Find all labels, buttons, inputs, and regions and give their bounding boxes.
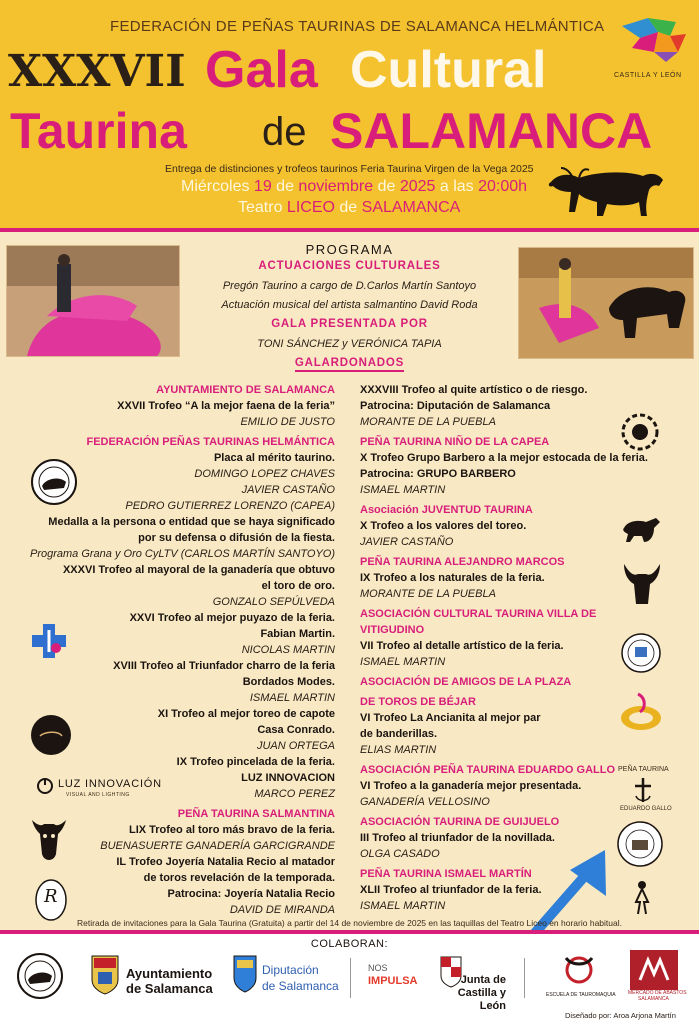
award-line: IX Trofeo pincelada de la feria. bbox=[176, 756, 335, 768]
luz-innovacion-sublabel: VISUAL AND LIGHTING bbox=[66, 792, 130, 798]
subtitle-entrega: Entrega de distinciones y trofeos taurinos Feria Taurina Virgen de la Vega 2025 bbox=[165, 163, 534, 175]
title-taurina: Taurina bbox=[10, 103, 187, 159]
winner-name: GANADERÍA VELLOSINO bbox=[360, 796, 490, 808]
award-line: XXVII Trofeo “A la mejor faena de la feria” bbox=[117, 400, 335, 412]
castilla-leon-label: CASTILLA Y LEÓN bbox=[614, 72, 682, 79]
award-line: Medalla a la persona o entidad que se haya significado bbox=[48, 516, 335, 528]
diputacion-label bbox=[262, 962, 339, 994]
nino-capea-logo-icon bbox=[620, 412, 660, 452]
award-line: LUZ INNOVACION bbox=[241, 772, 335, 784]
award-line: VI Trofeo La Ancianita al mejor par bbox=[360, 712, 541, 724]
eduardo-gallo-cross-icon bbox=[630, 776, 656, 804]
section-heading: ASOCIACIÓN CULTURAL TAURINA VILLA DE VITIGUDINO bbox=[360, 608, 597, 636]
alejandro-marcos-logo-icon bbox=[620, 560, 664, 610]
pregon-line: Pregón Taurino a cargo de D.Carlos Martín Santoyo bbox=[222, 280, 477, 292]
awards-right-column bbox=[360, 382, 650, 914]
award-line: X Trofeo a los valores del toreo. bbox=[360, 520, 527, 532]
section-heading: ASOCIACIÓN TAURINA DE GUIJUELO bbox=[360, 816, 560, 828]
award-line: XXXVI Trofeo al mayoral de la ganadería que obtuvo bbox=[62, 564, 335, 576]
winner-name: DOMINGO LOPEZ CHAVES bbox=[194, 468, 335, 480]
venue-city: SALAMANCA bbox=[361, 199, 461, 216]
pena-salmantina-bull-icon bbox=[28, 814, 70, 866]
winner-name: ISMAEL MARTIN bbox=[360, 484, 446, 496]
retirada-notice: Retirada de invitaciones para la Gala Taurina (Gratuita) a partir del 14 de noviembre de 2025 en las taquillas del Teatro Liceo en horario habitual. bbox=[77, 918, 622, 928]
award-line: XVIII Trofeo al Triunfador charro de la feria bbox=[113, 660, 335, 672]
galardonados-heading bbox=[0, 357, 699, 369]
award-line: XI Trofeo al mejor toreo de capote bbox=[157, 708, 335, 720]
natalia-recio-monogram: R bbox=[44, 886, 58, 907]
date-de2: de bbox=[377, 178, 396, 195]
award-line: Patrocina: GRUPO BARBERO bbox=[360, 468, 516, 480]
award-line: Casa Conrado. bbox=[257, 724, 335, 736]
federacion-footer-logo-icon bbox=[16, 952, 64, 1000]
mercado-abastos-sublabel: SALAMANCA bbox=[638, 996, 669, 1002]
diputacion-line2: de Salamanca bbox=[262, 979, 339, 993]
ayuntamiento-line2: de Salamanca bbox=[126, 981, 213, 996]
winner-name: ELIAS MARTIN bbox=[360, 744, 437, 756]
winner-name: JUAN ORTEGA bbox=[256, 740, 335, 752]
winner-name: ISMAEL MARTIN bbox=[360, 900, 446, 912]
ayuntamiento-line1: Ayuntamiento bbox=[126, 966, 213, 981]
date-de: de bbox=[276, 178, 294, 195]
venue-teatro: Teatro bbox=[238, 199, 283, 216]
winner-name: Programa Grana y Oro CyLTV (CARLOS MARTÍN SANTOYO) bbox=[29, 548, 335, 560]
award-line: XXXVIII Trofeo al quite artístico o de riesgo. bbox=[360, 384, 588, 396]
date-month: noviembre bbox=[298, 178, 374, 195]
award-line: de banderillas. bbox=[360, 728, 438, 740]
mercado-abastos-label: MERCADO DE ABASTOS bbox=[628, 990, 687, 996]
award-line: por su defensa o difusión de la fiesta. bbox=[138, 532, 335, 544]
date-weekday: Miércoles bbox=[181, 178, 250, 195]
luz-innovacion-logo-icon bbox=[36, 776, 54, 796]
award-line: Placa al mérito taurino. bbox=[213, 452, 335, 464]
winner-name: GONZALO SEPÚLVEDA bbox=[212, 596, 335, 608]
award-line: VI Trofeo a la ganadería mejor presentada. bbox=[360, 780, 582, 792]
escuela-tauromaquia-label: ESCUELA DE TAUROMAQUIA bbox=[546, 992, 616, 998]
medical-cross-icon bbox=[30, 622, 68, 660]
award-line: el toro de oro. bbox=[261, 580, 335, 592]
award-line: de toros revelación de la temporada. bbox=[143, 872, 335, 884]
winner-name: BUENASUERTE GANADERÍA GARCIGRANDE bbox=[100, 840, 335, 852]
nos-impulsa-label bbox=[368, 962, 418, 988]
event-venue bbox=[238, 199, 460, 217]
venue-liceo: LICEO bbox=[286, 199, 335, 216]
winner-name: NICOLAS MARTIN bbox=[241, 644, 335, 656]
section-heading: AYUNTAMIENTO DE SALAMANCA bbox=[156, 384, 335, 396]
title-cultural: Cultural bbox=[350, 41, 547, 99]
section-heading: ASOCIACIÓN PEÑA TAURINA EDUARDO GALLO bbox=[360, 764, 616, 776]
award-line: Patrocina: Joyería Natalia Recio bbox=[167, 888, 335, 900]
ayuntamiento-label bbox=[126, 966, 213, 996]
winner-name: JAVIER CASTAÑO bbox=[360, 536, 454, 548]
date-day: 19 bbox=[253, 178, 272, 195]
castilla-leon-logo-icon bbox=[618, 16, 690, 64]
eduardo-gallo-label: PEÑA TAURINA bbox=[618, 766, 669, 773]
actuaciones-heading: ACTUACIONES CULTURALES bbox=[258, 260, 441, 272]
diputacion-line1: Diputación bbox=[262, 963, 319, 977]
presentadores-line: TONI SÁNCHEZ y VERÓNICA TAPIA bbox=[257, 338, 442, 350]
event-date bbox=[181, 178, 527, 196]
diputacion-shield-icon bbox=[232, 954, 258, 994]
title-salamanca: SALAMANCA bbox=[330, 103, 653, 159]
gala-presentada-heading: GALA PRESENTADA POR bbox=[271, 318, 428, 330]
section-heading: PEÑA TAURINA ALEJANDRO MARCOS bbox=[360, 556, 565, 568]
junta-divider bbox=[524, 958, 525, 998]
bejar-logo-icon bbox=[618, 690, 664, 738]
award-line: IX Trofeo a los naturales de la feria. bbox=[360, 572, 545, 584]
section-heading: PEÑA TAURINA SALMANTINA bbox=[177, 808, 335, 820]
venue-de: de bbox=[339, 199, 358, 216]
date-alas: a las bbox=[439, 178, 474, 195]
section-heading: ASOCIACIÓN DE AMIGOS DE LA PLAZA bbox=[360, 676, 572, 688]
nos-impulsa-line1: NOS bbox=[368, 963, 388, 973]
section-heading: Asociación JUVENTUD TAURINA bbox=[360, 504, 533, 516]
award-line: XXVI Trofeo al mejor puyazo de la feria. bbox=[129, 612, 335, 624]
title-gala: Gala bbox=[205, 41, 318, 99]
escuela-tauromaquia-logo-icon bbox=[560, 952, 598, 986]
ismael-martin-figure-icon bbox=[632, 880, 652, 916]
winner-name: ISMAEL MARTIN bbox=[360, 656, 446, 668]
winner-name: MORANTE DE LA PUEBLA bbox=[360, 416, 496, 428]
award-line: LIX Trofeo al toro más bravo de la feria. bbox=[128, 824, 335, 836]
nos-impulsa-divider bbox=[350, 958, 351, 998]
musical-line: Actuación musical del artista salmantino David Roda bbox=[221, 299, 478, 311]
award-line: Bordados Modes. bbox=[242, 676, 335, 688]
winner-name: JAVIER CASTAÑO bbox=[241, 484, 335, 496]
designer-credit: Diseñado por: Aroa Arjona Martín bbox=[565, 1011, 676, 1020]
eduardo-gallo-sublabel: EDUARDO GALLO bbox=[620, 806, 672, 812]
mercado-abastos-logo-icon bbox=[630, 950, 678, 990]
colaboran-label: COLABORAN: bbox=[310, 938, 389, 950]
junta-line2: Castilla y León bbox=[457, 987, 506, 1012]
winner-name: PEDRO GUTIERREZ LORENZO (CAPEA) bbox=[125, 500, 335, 512]
section-heading: PEÑA TAURINA ISMAEL MARTÍN bbox=[360, 868, 532, 880]
section-heading: PEÑA TAURINA NIÑO DE LA CAPEA bbox=[360, 436, 550, 448]
nos-impulsa-line2: IMPULSA bbox=[368, 975, 418, 987]
award-line: VII Trofeo al detalle artístico de la feria. bbox=[360, 640, 564, 652]
federation-title: FEDERACIÓN DE PEÑAS TAURINAS DE SALAMANCA HELMÁNTICA bbox=[110, 18, 605, 35]
bull-silhouette-icon bbox=[545, 162, 670, 220]
winner-name: ISMAEL MARTIN bbox=[249, 692, 335, 704]
award-line: Patrocina: Diputación de Salamanca bbox=[360, 400, 551, 412]
date-year: 2025 bbox=[399, 178, 436, 195]
vitigudino-logo-icon bbox=[620, 632, 662, 674]
winner-name: MORANTE DE LA PUEBLA bbox=[360, 588, 496, 600]
award-line: III Trofeo al triunfador de la novillada. bbox=[360, 832, 555, 844]
section-heading: DE TOROS DE BÉJAR bbox=[360, 696, 476, 708]
award-line: XLII Trofeo al triunfador de la feria. bbox=[360, 884, 542, 896]
edition-number: XXXVII bbox=[8, 46, 186, 97]
winner-name: OLGA CASADO bbox=[360, 848, 440, 860]
date-time: 20:00h bbox=[478, 178, 528, 195]
federacion-logo-icon bbox=[30, 458, 78, 506]
casa-conrado-logo-icon bbox=[30, 714, 72, 756]
section-heading: FEDERACIÓN PEÑAS TAURINAS HELMÁNTICA bbox=[86, 436, 335, 448]
luz-innovacion-label: LUZ INNOVACIÓN bbox=[58, 778, 162, 790]
award-line: IL Trofeo Joyería Natalia Recio al matador bbox=[116, 856, 335, 868]
junta-line1: Junta de bbox=[460, 974, 506, 986]
winner-name: EMILIO DE JUSTO bbox=[240, 416, 335, 428]
divider-top bbox=[0, 228, 699, 232]
ayuntamiento-shield-icon bbox=[90, 954, 120, 996]
galardonados-text: GALARDONADOS bbox=[295, 357, 404, 372]
winner-name: MARCO PEREZ bbox=[254, 788, 335, 800]
program-title: PROGRAMA bbox=[305, 242, 394, 257]
award-line: X Trofeo Grupo Barbero a la mejor estocada de la feria. bbox=[360, 452, 648, 464]
junta-label bbox=[432, 974, 506, 1013]
winner-name: DAVID DE MIRANDA bbox=[229, 904, 335, 916]
title-de: de bbox=[262, 110, 307, 154]
award-line: Fabian Martin. bbox=[260, 628, 335, 640]
juventud-taurina-bull-icon bbox=[620, 510, 664, 546]
